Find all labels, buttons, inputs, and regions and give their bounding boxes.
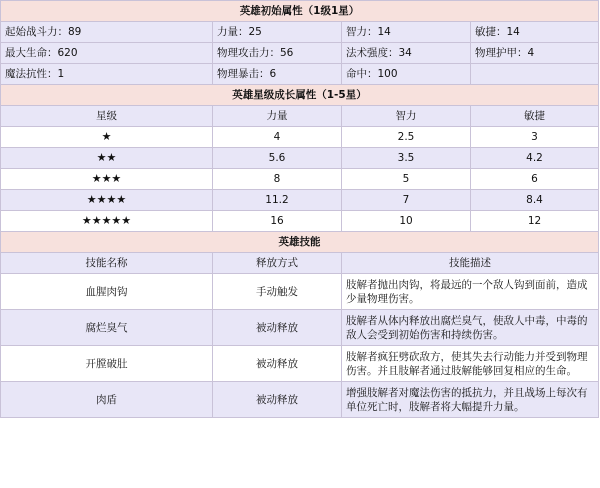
growth-value: 3 [471, 127, 599, 148]
skill-name: 腐烂臭气 [1, 310, 213, 346]
growth-value: 12 [471, 211, 599, 232]
table-row [1, 127, 599, 148]
column-header-skill-description: 技能描述 [342, 253, 599, 274]
star-rating: ★★★ [1, 169, 213, 190]
column-header-agility: 敏捷 [471, 106, 599, 127]
growth-value: 5.6 [213, 148, 342, 169]
skill-release-mode: 被动释放 [213, 310, 342, 346]
skill-description: 肢解者疯狂劈砍敌方，使其失去行动能力并受到物理伤害。并且肢解者通过肢解能够回复相应的生命。 [342, 346, 599, 382]
table-row [1, 148, 599, 169]
stat-cell: 起始战斗力：89 [1, 22, 213, 43]
growth-value: 4.2 [471, 148, 599, 169]
section-header-skills [1, 232, 599, 253]
skill-description: 增强肢解者对魔法伤害的抵抗力，并且战场上每次有单位死亡时，肢解者将大幅提升力量。 [342, 382, 599, 418]
column-header-skill-name: 技能名称 [1, 253, 213, 274]
skill-name: 肉盾 [1, 382, 213, 418]
table-header-row [1, 106, 599, 127]
section-title-skills: 英雄技能 [1, 232, 599, 253]
skill-release-mode: 被动释放 [213, 346, 342, 382]
skill-description: 肢解者从体内释放出腐烂臭气，使敌人中毒，中毒的敌人会受到初始伤害和持续伤害。 [342, 310, 599, 346]
growth-value: 11.2 [213, 190, 342, 211]
growth-value: 16 [213, 211, 342, 232]
star-rating: ★★ [1, 148, 213, 169]
table-row [1, 382, 599, 418]
growth-value: 4 [213, 127, 342, 148]
table-row [1, 346, 599, 382]
table-row [1, 22, 599, 43]
table-row [1, 190, 599, 211]
stat-cell: 敏捷：14 [471, 22, 599, 43]
table-row [1, 211, 599, 232]
table-row [1, 310, 599, 346]
stat-cell: 命中：100 [342, 64, 471, 85]
growth-value: 8.4 [471, 190, 599, 211]
stat-cell: 魔法抗性：1 [1, 64, 213, 85]
stat-cell: 物理攻击力：56 [213, 43, 342, 64]
skill-release-mode: 手动触发 [213, 274, 342, 310]
stat-cell: 力量：25 [213, 22, 342, 43]
stat-cell: 法术强度：34 [342, 43, 471, 64]
growth-value: 6 [471, 169, 599, 190]
table-row [1, 64, 599, 85]
stat-cell: 最大生命：620 [1, 43, 213, 64]
growth-value: 10 [342, 211, 471, 232]
star-rating: ★★★★★ [1, 211, 213, 232]
section-header-growth [1, 85, 599, 106]
table-row [1, 169, 599, 190]
column-header-release-mode: 释放方式 [213, 253, 342, 274]
growth-value: 5 [342, 169, 471, 190]
column-header-star: 星级 [1, 106, 213, 127]
growth-value: 3.5 [342, 148, 471, 169]
table-row [1, 43, 599, 64]
section-title-base: 英雄初始属性（1级1星） [1, 1, 599, 22]
section-header-base [1, 1, 599, 22]
stat-cell: 智力：14 [342, 22, 471, 43]
growth-value: 8 [213, 169, 342, 190]
stat-cell: 物理暴击：6 [213, 64, 342, 85]
stat-cell: 物理护甲：4 [471, 43, 599, 64]
skill-release-mode: 被动释放 [213, 382, 342, 418]
stat-cell [471, 64, 599, 85]
section-title-growth: 英雄星级成长属性（1-5星） [1, 85, 599, 106]
table-row [1, 274, 599, 310]
growth-value: 2.5 [342, 127, 471, 148]
column-header-strength: 力量 [213, 106, 342, 127]
column-header-intelligence: 智力 [342, 106, 471, 127]
growth-value: 7 [342, 190, 471, 211]
table-header-row [1, 253, 599, 274]
star-rating: ★★★★ [1, 190, 213, 211]
skill-name: 开膛破肚 [1, 346, 213, 382]
star-rating: ★ [1, 127, 213, 148]
skill-description: 肢解者抛出肉钩，将最远的一个敌人钩到面前，造成少量物理伤害。 [342, 274, 599, 310]
skill-name: 血腥肉钩 [1, 274, 213, 310]
